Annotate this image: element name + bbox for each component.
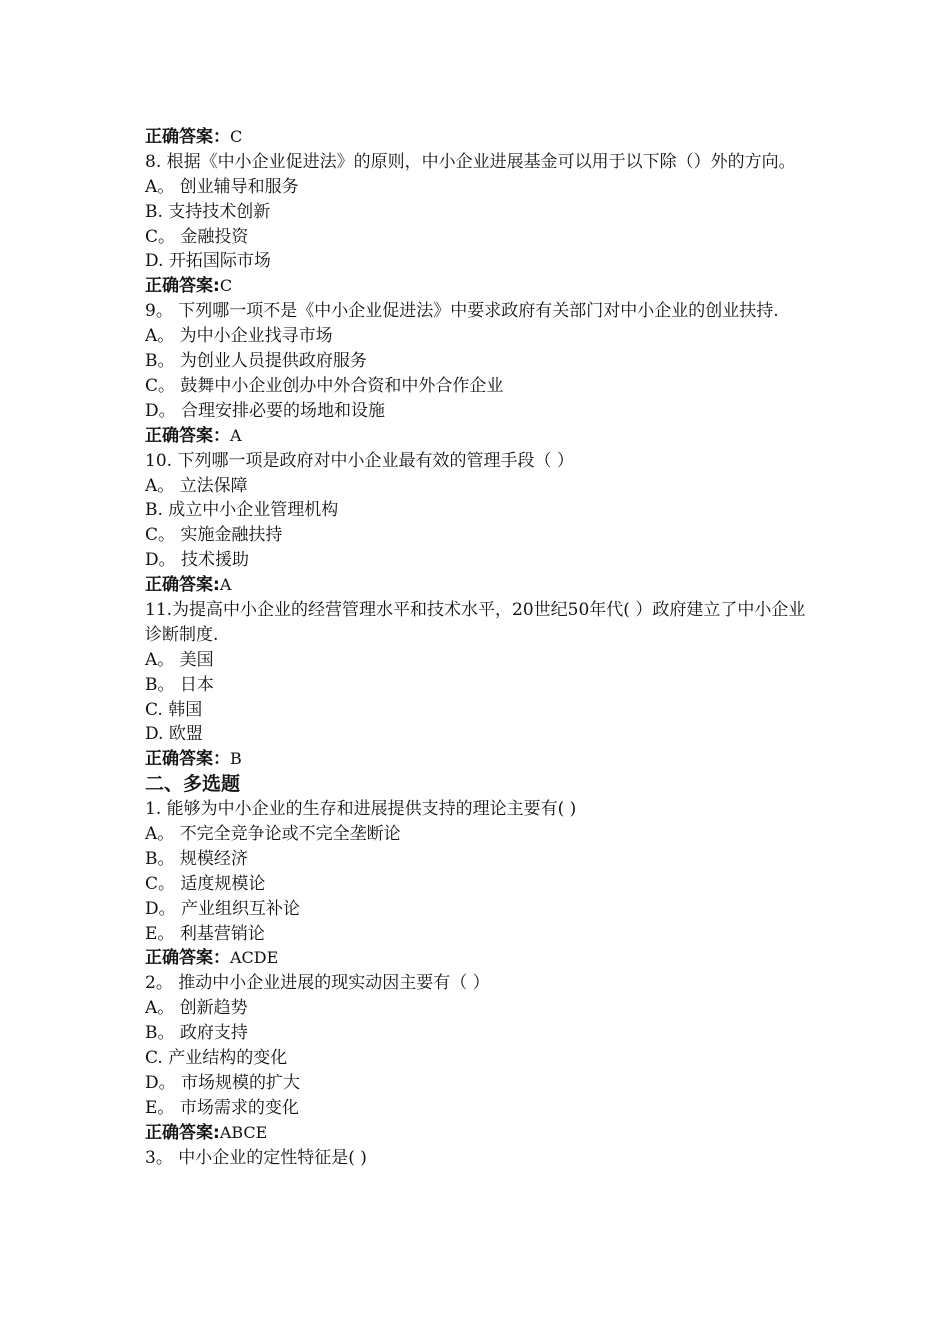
option-text: A。 创新趋势 <box>145 998 248 1019</box>
option-text: D。 合理安排必要的场地和设施 <box>145 400 386 421</box>
answer-line <box>145 424 810 449</box>
option-text: D。 技术援助 <box>145 550 250 571</box>
option-text: A。 美国 <box>145 649 214 670</box>
question-text: 11.为提高中小企业的经营管理水平和技术水平，20世纪50年代( ）政府建立了中小企业诊断制度. <box>145 599 806 645</box>
answer-value: C <box>230 127 243 146</box>
answer-line <box>145 946 810 971</box>
option-text: A。 为中小企业找寻市场 <box>145 326 333 347</box>
section-heading: 二、多选题 <box>145 773 241 796</box>
option-text: A。 立法保障 <box>145 475 248 496</box>
option-text: B。 日本 <box>145 674 214 695</box>
option-text: D. 欧盟 <box>145 724 203 745</box>
answer-value: ABCE <box>219 1122 268 1142</box>
option-text: B。 政府支持 <box>145 1023 248 1044</box>
option-text: B。 规模经济 <box>145 848 248 869</box>
answer-label: 正确答案: <box>145 575 220 596</box>
answer-line <box>145 1121 810 1146</box>
answer-value: A <box>219 575 232 595</box>
option-text: B. 支持技术创新 <box>145 201 271 222</box>
option-text: C. 产业结构的变化 <box>145 1048 288 1069</box>
answer-label: 正确答案: <box>145 276 220 297</box>
option-text: D. 开拓国际市场 <box>145 251 271 272</box>
answer-line <box>145 573 810 598</box>
answer-line <box>145 274 810 299</box>
option-text: C。 鼓舞中小企业创办中外合资和中外合作企业 <box>145 375 504 396</box>
answer-line <box>145 747 810 772</box>
option-text: E。 利基营销论 <box>145 923 265 944</box>
question-text: 8. 根据《中小企业促进法》的原则，中小企业进展基金可以用于以下除（）外的方向。 <box>145 151 796 172</box>
document-page <box>145 125 810 1171</box>
option-text: A。 不完全竞争论或不完全垄断论 <box>145 824 401 845</box>
option-text: E。 市场需求的变化 <box>145 1097 299 1118</box>
answer-label: 正确答案： <box>145 749 230 770</box>
option-text: A。 创业辅导和服务 <box>145 176 299 197</box>
question-text: 2。 推动中小企业进展的现实动因主要有（ ） <box>145 973 490 994</box>
option-text: C。 金融投资 <box>145 226 249 247</box>
option-text: D。 市场规模的扩大 <box>145 1072 301 1093</box>
option-text: C. 韩国 <box>145 699 203 720</box>
question-text: 1. 能够为中小企业的生存和进展提供支持的理论主要有( ) <box>145 799 577 820</box>
answer-line <box>145 125 810 150</box>
option-text: D。 产业组织互补论 <box>145 898 301 919</box>
answer-label: 正确答案： <box>145 948 230 969</box>
option-text: C。 适度规模论 <box>145 873 266 894</box>
answer-value: B <box>230 749 242 769</box>
answer-value: C <box>219 276 233 296</box>
question-text: 9。 下列哪一项不是《中小企业促进法》中要求政府有关部门对中小企业的创业扶持. <box>145 301 779 322</box>
answer-value: A <box>230 425 242 445</box>
question-text: 3。 中小企业的定性特征是( ) <box>145 1147 367 1168</box>
answer-label: 正确答案: <box>145 1122 220 1143</box>
answer-value: ACDE <box>230 948 279 968</box>
answer-label: 正确答案： <box>145 425 230 446</box>
question-text: 10. 下列哪一项是政府对中小企业最有效的管理手段（ ） <box>145 450 574 471</box>
option-text: B. 成立中小企业管理机构 <box>145 500 339 521</box>
answer-label: 正确答案： <box>145 127 230 147</box>
option-text: C。 实施金融扶持 <box>145 525 283 546</box>
option-text: B。 为创业人员提供政府服务 <box>145 351 367 372</box>
